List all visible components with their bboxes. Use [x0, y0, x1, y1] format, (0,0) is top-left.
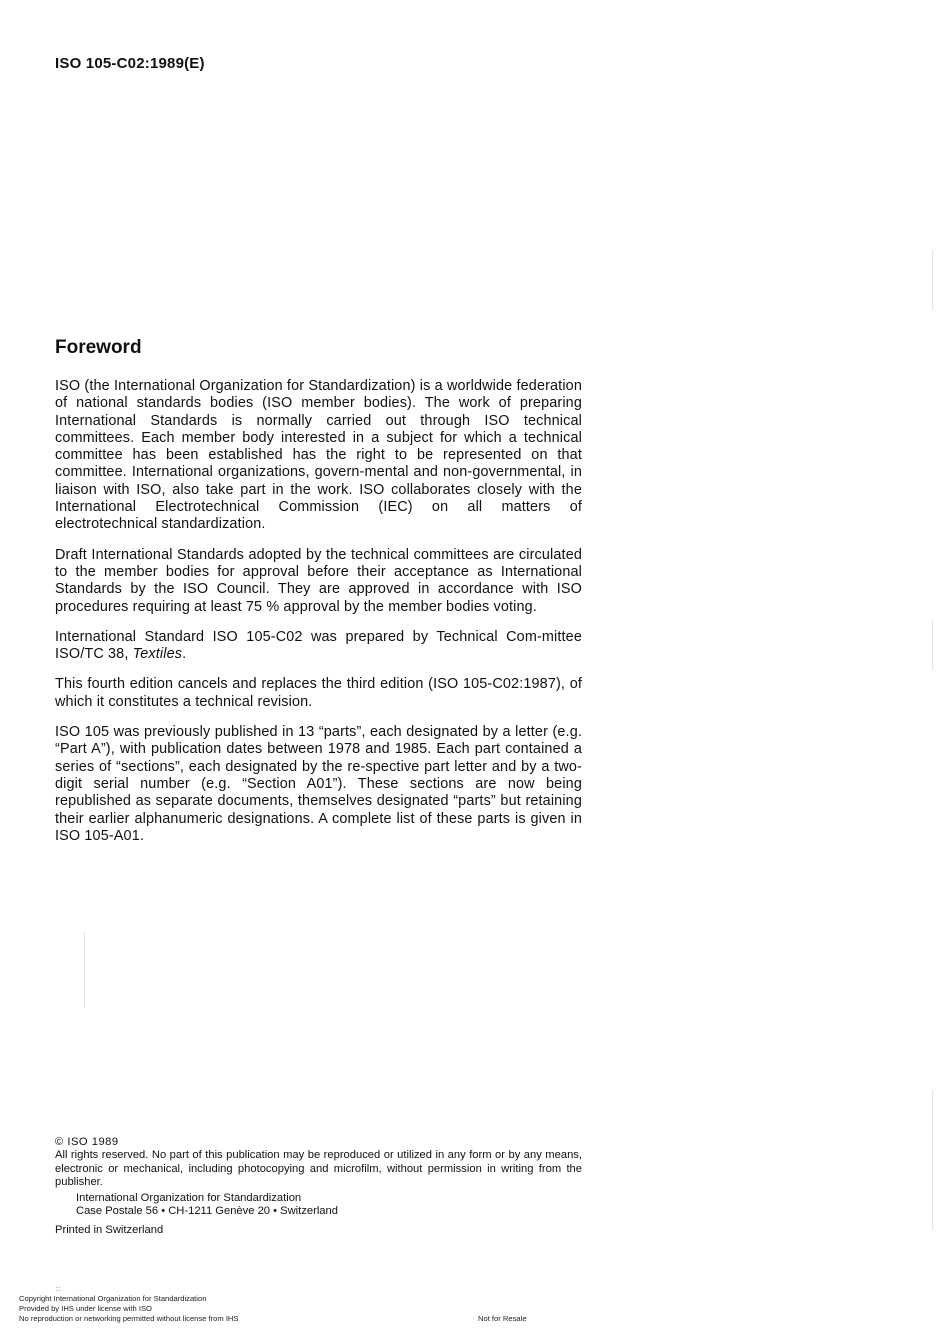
tick-mark: ::: [56, 1286, 62, 1293]
copyright-block: [55, 1136, 582, 1238]
publisher-postal-address: Case Postale 56 • CH-1211 Genève 20 • Switzerland: [76, 1205, 338, 1218]
committee-text: International Standard ISO 105-C02 was prepared by Technical Com-mittee ISO/TC 38,: [55, 628, 582, 663]
foreword-paragraph: Draft International Standards adopted by the technical committees are circulated to the member bodies for approval before their acceptance as International Standards by the ISO Council. They are approved in accordance with ISO procedures requiring at least 75 % approval by the member bodies voting.: [55, 546, 582, 615]
foreword-paragraph: This fourth edition cancels and replaces the third edition (ISO 105-C02:1987), of which it constitutes a technical revision.: [55, 676, 582, 710]
scan-artifact: [932, 1090, 933, 1230]
publisher-address: [55, 1192, 582, 1219]
foreword-paragraph-committee: [55, 629, 582, 664]
foreword-paragraph: ISO (the International Organization for Standardization) is a worldwide federation of national standards bodies (ISO member bodies). The work of preparing International Standards is normally carried out through ISO technical committees. Each member body interested in a subject for which a technical committee has been established has the right to be represented on that committee. International organizations, govern-mental and non-governmental, in liaison with ISO, also take part in the work. ISO collaborates closely with the International Electrotechnical Commission (IEC) on all matters of electrotechnical standardization.: [55, 378, 582, 533]
scan-artifact: [932, 620, 933, 670]
rights-statement: All rights reserved. No part of this publication may be reproduced or utilized in any form or by any means, electronic or mechanical, including photocopying and microfilm, without permission in writing from the publisher.: [55, 1149, 582, 1189]
publisher-name: International Organization for Standardization: [76, 1191, 302, 1204]
not-for-resale-label: Not for Resale: [478, 1314, 527, 1323]
foreword-body: [55, 378, 582, 858]
foreword-paragraph: ISO 105 was previously published in 13 “parts”, each designated by a letter (e.g. “Part A”), with publication dates between 1978 and 1985. Each part contained a series of “sections”, each designated by the re-spective part letter and by a two-digit serial number (e.g. “Section A01”). These sections are now being republished as separate documents, themselves designated “parts” but retaining their earlier alphanumeric designations. A complete list of these parts is given in ISO 105-A01.: [55, 724, 582, 844]
scan-artifact: [932, 250, 933, 310]
scan-artifact: [84, 932, 85, 1007]
printed-in: Printed in Switzerland: [55, 1224, 164, 1237]
footer-line: Provided by IHS under license with ISO: [19, 1304, 152, 1313]
foreword-heading: Foreword: [55, 337, 142, 358]
copyright-notice: © ISO 1989: [55, 1136, 119, 1148]
footer-line: No reproduction or networking permitted without license from IHS: [19, 1314, 239, 1323]
committee-title-italic: Textiles: [132, 646, 183, 663]
footer-line: Copyright International Organization for Standardization: [19, 1294, 207, 1303]
committee-text-end: .: [182, 646, 187, 663]
document-id: ISO 105-C02:1989(E): [55, 55, 205, 72]
license-footer: [19, 1294, 238, 1324]
